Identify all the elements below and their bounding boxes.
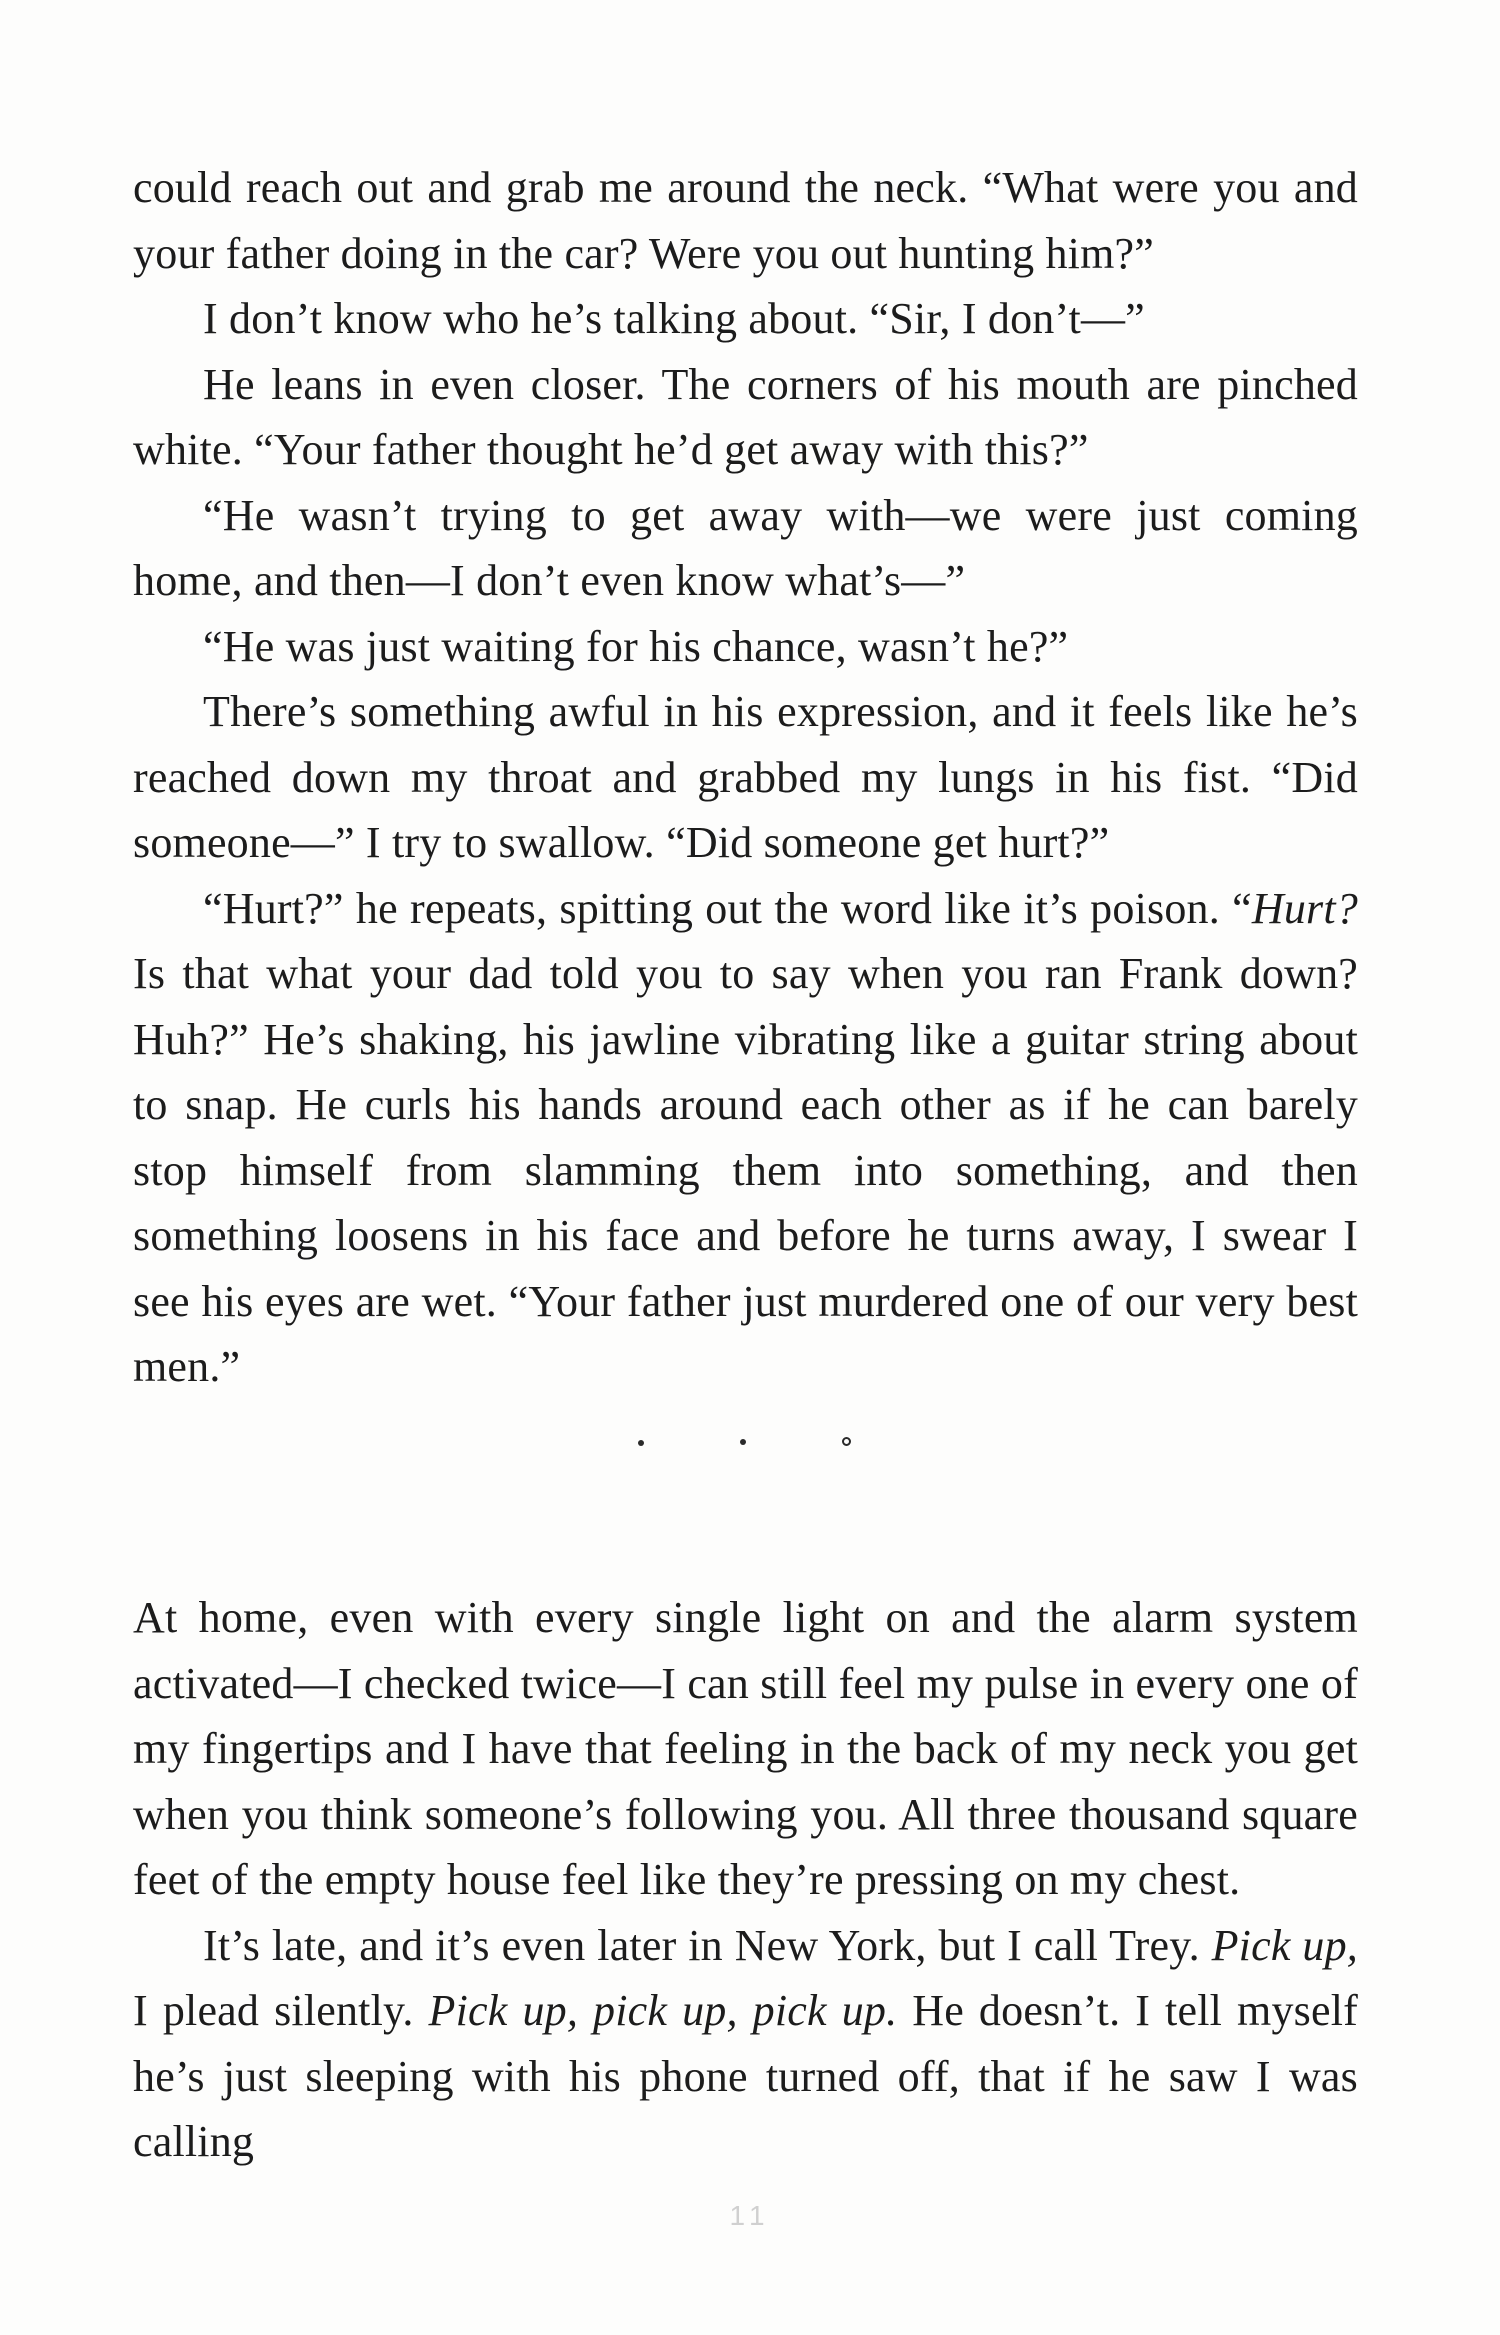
text-run: “Hurt?” he repeats, spitting out the word like it’s poison. “: [203, 883, 1252, 933]
section-break-dot: [842, 1437, 851, 1446]
section-break: [610, 1432, 880, 1452]
text-run: Is that what your dad told you to say when you ran Frank down? Huh?” He’s shaking, his jawline vibrating like a guitar string about to snap. He curls his hands around each other as if he can barely stop himself from slamming them into something, and then something loosens in his face and before he turns away, I swear I see his eyes are wet. “Your father just murdered one of our very best men.”: [133, 949, 1358, 1391]
paragraph: At home, even with every single light on and the alarm system activated—I checked twice—I can still feel my pulse in every one of my fingertips and I have that feeling in the back of my neck you get when you think someone’s following you. All three thousand square feet of the empty house feel like they’re pressing on my chest.: [133, 1593, 1358, 1904]
paragraph: He leans in even closer. The corners of his mouth are pinched white. “Your father thought he’d get away with this?”: [133, 359, 1358, 474]
paragraph: There’s something awful in his expression, and it feels like he’s reached down my throat and grabbed my lungs in his fist. “Did someone—” I try to swallow. “Did someone get hurt?”: [133, 687, 1358, 867]
paragraph: “He wasn’t trying to get away with—we were just coming home, and then—I don’t even know what’s—”: [133, 490, 1358, 605]
text-block-top: [133, 155, 1358, 1400]
page-number: 11: [729, 2200, 771, 2231]
italic-text: Hurt?: [1251, 883, 1358, 933]
paragraph: could reach out and grab me around the neck. “What were you and your father doing in the car? Were you out hunting him?”: [133, 163, 1358, 278]
paragraph: “He was just waiting for his chance, wasn’t he?”: [203, 621, 1069, 671]
text-run: He doesn’t. I tell myself he’s just sleeping with his phone turned off, that if he saw I was calling: [133, 1986, 1358, 2166]
section-break-dot: [638, 1440, 644, 1446]
section-break-dot: [740, 1439, 746, 1445]
text-run: I plead silently.: [133, 1986, 429, 2035]
paragraph: [133, 876, 1358, 1400]
italic-text: Pick up, pick up, pick up.: [428, 1986, 898, 2035]
text-block-bottom: [133, 1585, 1358, 2175]
paragraph: I don’t know who he’s talking about. “Sir, I don’t—”: [203, 294, 1145, 343]
paragraph: [133, 1913, 1358, 2175]
text-run: It’s late, and it’s even later in New York, but I call Trey.: [203, 1920, 1212, 1970]
italic-text: Pick up,: [1211, 1920, 1358, 1970]
